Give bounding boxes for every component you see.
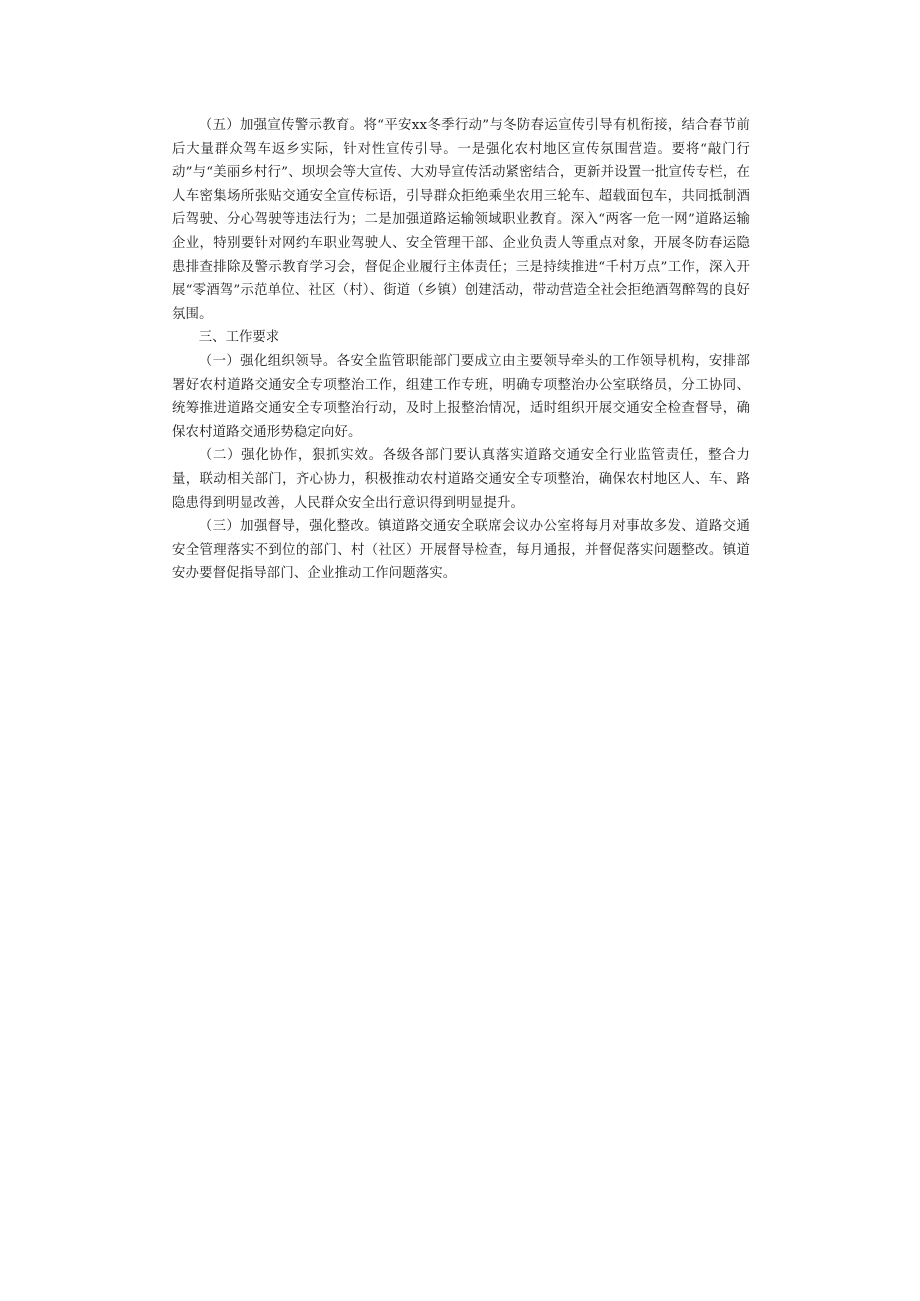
section-heading-work-requirements: 三、工作要求 xyxy=(198,330,280,346)
paragraph-collaboration: （二）强化协作，狠抓实效。各级各部门要认真落实道路交通安全行业监管责任，整合力量，联动相关部门，齐心协力，积极推动农村道路交通安全专项整治，确保农村地区人、车、路隐患得到明显改善，人民群众安全出行意识得到明显提升。 xyxy=(172,448,750,511)
paragraph-supervision-rectification: （三）加强督导，强化整改。镇道路交通安全联席会议办公室将每月对事故多发、道路交通安全管理落实不到位的部门、村（社区）开展督导检查，每月通报，并督促落实问题整改。镇道安办要督促指导部门、企业推动工作问题落实。 xyxy=(172,519,750,582)
paragraph-organization-leadership: （一）强化组织领导。各安全监管职能部门要成立由主要领导牵头的工作领导机构，安排部署好农村道路交通安全专项整治工作，组建工作专班，明确专项整治办公室联络员，分工协同、统筹推进道路交通安全专项整治行动，及时上报整治情况，适时组织开展交通安全检查督导，确保农村道路交通形势稳定向好。 xyxy=(172,353,750,440)
paragraph-publicity-education: （五）加强宣传警示教育。将“平安xx冬季行动”与冬防春运宣传引导有机衔接，结合春节前后大量群众驾车返乡实际，针对性宣传引导。一是强化农村地区宣传氛围营造。要将“敲门行动”与“美丽乡村行”、坝坝会等大宣传、大劝导宣传活动紧密结合，更新并设置一批宣传专栏，在人车密集场所张贴交通安全宣传标语，引导群众拒绝乘坐农用三轮车、超载面包车，共同抵制酒后驾驶、分心驾驶等违法行为；二是加强道路运输领域职业教育。深入“两客一危一网”道路运输企业，特别要针对网约车职业驾驶人、安全管理干部、企业负责人等重点对象，开展冬防春运隐患排查排除及警示教育学习会，督促企业履行主体责任；三是持续推进“千村万点”工作，深入开展“零酒驾”示范单位、社区（村）、街道（乡镇）创建活动，带动营造全社会拒绝酒驾醉驾的良好氛围。 xyxy=(172,118,750,322)
document-body xyxy=(172,114,750,586)
